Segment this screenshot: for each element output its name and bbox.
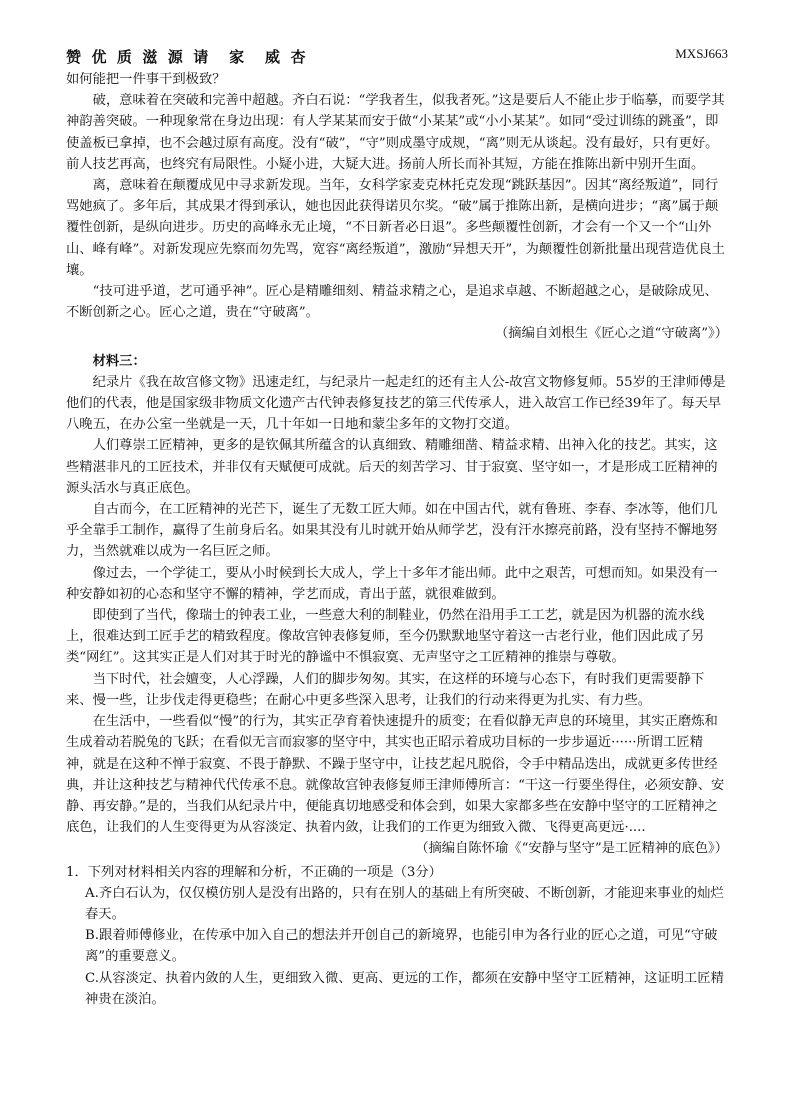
document-code: MXSJ663 [675, 46, 728, 61]
paragraph-craftsmanship: 人们尊崇工匠精神，更多的是钦佩其所蕴含的认真细致、精雕细凿、精益求精、出神入化的技艺。其实，这些精湛非凡的工匠技术，并非仅有天赋便可成就。后天的刻苦学习、甘于寂寞、坚守如一，才是形成工匠精神的源头活水与真正底色。 [66, 438, 718, 496]
paragraph-present-times: 当下时代，社会嬗变，人心浮躁，人们的脚步匆匆。其实，在这样的环境与心态下，有时我们更需要静下来、慢一些，让步伐走得更稳些；在耐心中更多些深入思考，让我们的行动来得更为扎实、有力些。 [66, 671, 705, 708]
paragraph-documentary: 纪录片《我在故宫修文物》迅速走红，与纪录片一起走红的还有主人公-故宫文物修复师。55岁的王津师傅是他们的代表，他是国家级非物质文化遗产古代钟表修复技艺的第三代传承人，进入故宫工作已经39年了。每天早八晚五，在办公室一坐就是一天，几十年如一日地和蒙尘多年的文物打交道。 [66, 374, 726, 433]
paragraph-jiang-xin: “技可进乎道，艺可通乎神”。匠心是精雕细刻、精益求精之心，是追求卓越、不断超越之心，是破除成见、不断创新之心。匠心之道，贵在“守破离”。 [66, 284, 718, 321]
paragraph-apprentice: 像过去，一个学徒工，要从小时候到长大成人，学上十多年才能出师。此中之艰苦，可想而知。如果没有一种安静如初的心态和坚守不懈的精神，学艺而成，青出于蓝，就很难做到。 [66, 565, 718, 602]
source-citation-1: （摘编自刘根生《匠心之道“守破离”》） [495, 326, 728, 342]
document-body [66, 69, 728, 1010]
paragraph-slow-life: 在生活中，一些看似“慢”的行为，其实正孕育着快速提升的质变；在看似静无声息的环境里，其实正磨炼和生成着动若脱兔的飞跃；在看似无言而寂寥的坚守中，其实也正昭示着成功目标的一步步逼近······所谓工匠精神，就是在这种不惮于寂寞、不畏于静默、不躁于坚守中，让技艺起凡脱俗，令手中精品迭出，成就更多传世经典，并让这种技艺与精神代代传承不息。就像故宫钟表修复师王津师傅所言：“干这一行要坐得住，必须安静、安静、再安静。”是的，当我们从纪录片中，便能真切地感受和体会到，如果大家都多些在安静中坚守的工匠精神之底色，让我们的人生变得更为从容淡定、执着内敛，让我们的工作更为细致入微、飞得更高更远·.... [66, 714, 725, 836]
option-a: A.齐白石认为，仅仅模仿别人是没有出路的，只有在别人的基础上有所突破、不断创新，才能迎来事业的灿烂春天。 [85, 885, 724, 922]
page-header [66, 46, 728, 68]
option-b: B.跟着师傅修业，在传承中加入自己的想法并开创自己的新境界，也能引申为各行业的匠心之道，可见“守破离”的重要意义。 [85, 928, 718, 965]
source-citation-2: （摘编自陈怀瑜《“安静与坚守”是工匠精神的底色》） [415, 841, 728, 857]
watermark-banner: 赞 优 质 滋 源 请 家 威 杏 [66, 48, 306, 66]
question-heading: 如何能把一件事干到极致？ [66, 72, 226, 87]
paragraph-ancient-masters: 自古而今，在工匠精神的光芒下，诞生了无数工匠大师。如在中国古代，就有鲁班、李春、李冰等，他们几乎全靠手工制作，赢得了生前身后名。如果其没有儿时就开始从师学艺，没有汗水擦亮前路，没有坚持不懈地努力，当然就难以成为一名巨匠之师。 [66, 502, 718, 560]
paragraph-po: 破，意味着在突破和完善中超越。齐白石说：“学我者生，似我者死。”这是要后人不能止步于临摹，而要学其神韵善突破。一种现象常在身边出现：有人学某某而安于做“小某某”或“小小某某”。如同“受过训练的跳蚤”，即使盖板已拿掉，也不会越过原有高度。没有“破”，“守”则成墨守成规，“离”则无从谈起。没有最好，只有更好。前人技艺再高，也终究有局限性。小疑小进，大疑大进。扬前人所长而补其短，方能在推陈出新中别开生面。 [66, 93, 725, 172]
option-c: C.从容淡定、执着内敛的人生，更细致入微、更高、更远的工作，都须在安静中坚守工匠精神，这证明工匠精神贵在淡泊。 [85, 970, 724, 1007]
question-1-stem: 1．下列对材料相关内容的理解和分析，不正确的一项是（3分） [66, 864, 442, 880]
paragraph-modern-era: 即使到了当代，像瑞士的钟表工业，一些意大利的制鞋业，仍然在沿用手工工艺，就是因为机器的流水线上，很难达到工匠手艺的精致程度。像故宫钟表修复师，至今仍默默地坚守着这一古老行业，他们因此成了另类“网红”。这其实正是人们对其于时光的静谧中不惧寂寞、无声坚守之工匠精神的推崇与尊敬。 [66, 608, 705, 666]
material-three-heading: 材料三： [92, 353, 146, 369]
paragraph-li: 离，意味着在颠覆成见中寻求新发现。当年，女科学家麦克林托克发现“跳跃基因”。因其“离经叛道”，同行骂她疯了。多年后，其成果才得到承认，她也因此获得诺贝尔奖。“破”属于推陈出新，是横向进步；“离”属于颠覆性创新，是纵向进步。历史的高峰永无止境，“不日新者必日退”。多些颠覆性创新，才会有一个又一个“山外山、峰有峰”。对新发现应先察而勿先骂，宽容“离经叛道”，激励“异想天开”，为颠覆性创新批量出现营造优良土壤。 [66, 178, 725, 278]
